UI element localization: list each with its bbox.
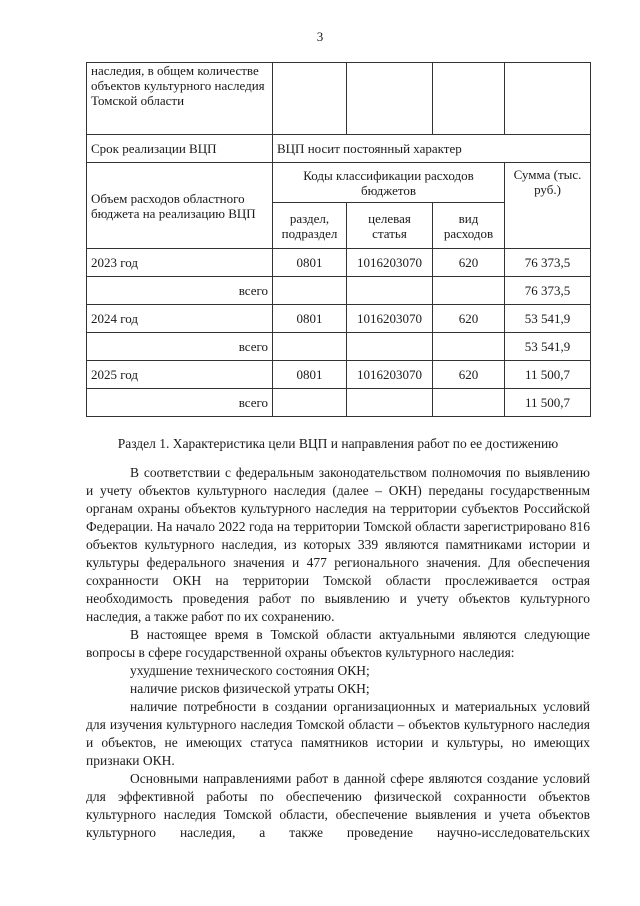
- codes-header: Коды классификации расходов бюджетов: [273, 163, 505, 203]
- list-item: наличие рисков физической утраты ОКН;: [130, 681, 370, 696]
- year-cell: 2023 год: [87, 249, 273, 277]
- col-target-header: целевая статья: [347, 203, 433, 249]
- table-row: [87, 333, 591, 361]
- section-title: Раздел 1. Характеристика цели ВЦП и направления работ по ее достижению: [117, 436, 559, 451]
- sum-cell: 11 500,7: [505, 361, 591, 389]
- sum-cell: 53 541,9: [505, 305, 591, 333]
- total-cell: 76 373,5: [505, 277, 591, 305]
- paragraph: Основными направлениями работ в данной сфере являются создание условий для эффективной работы по обеспечению физической сохранности объектов культурного наследия Томской области, обеспечение выявления и учета объектов культурного наследия, а также проведение научно-исследовательских: [86, 771, 590, 840]
- table-row: [87, 361, 591, 389]
- program-table: [86, 62, 591, 417]
- term-value: ВЦП носит постоянный характер: [273, 135, 591, 163]
- table-row: [87, 135, 591, 163]
- total-label-cell: всего: [87, 389, 273, 417]
- sum-header: Сумма (тыс. руб.): [505, 163, 591, 249]
- type-cell: 620: [433, 305, 505, 333]
- paragraph: В соответствии с федеральным законодательством полномочия по выявлению и учету объектов культурного наследия (далее – ОКН) переданы государственным органам охраны объектов культурного наследия на территории субъектов Российской Федерации. На начало 2022 года на территории Томской области зарегистрировано 816 объектов культурного наследия, из которых 339 являются памятниками истории и культуры федерального значения и 477 регионального значения. Для обеспечения сохранности ОКН на территории Томской области прослеживается острая необходимость проведения работ по выявлению и учету объектов культурного наследия, а также работ по их сохранению.: [86, 465, 590, 624]
- section-cell: 0801: [273, 361, 347, 389]
- target-cell: 1016203070: [347, 249, 433, 277]
- type-cell: 620: [433, 249, 505, 277]
- paragraph: В настоящее время в Томской области актуальными являются следующие вопросы в сфере государственной охраны объектов культурного наследия:: [86, 627, 590, 660]
- total-cell: 11 500,7: [505, 389, 591, 417]
- partial-indicator-cell: наследия, в общем количестве объектов культурного наследия Томской области: [87, 63, 273, 135]
- list-item: наличие потребности в создании организационных и материальных условий для изучения культурного наследия Томской области – объектов культурного наследия и объектов, не имеющих статуса памятников истории и культуры, но имеющих признаки ОКН.: [86, 699, 590, 768]
- year-cell: 2024 год: [87, 305, 273, 333]
- term-label: Срок реализации ВЦП: [87, 135, 273, 163]
- total-label-cell: всего: [87, 277, 273, 305]
- list-item: ухудшение технического состояния ОКН;: [130, 663, 370, 678]
- sum-cell: 76 373,5: [505, 249, 591, 277]
- total-cell: 53 541,9: [505, 333, 591, 361]
- target-cell: 1016203070: [347, 305, 433, 333]
- body-text: [86, 464, 590, 842]
- col-type-header: вид расходов: [433, 203, 505, 249]
- budget-label: Объем расходов областного бюджета на реализацию ВЦП: [87, 163, 273, 249]
- total-label-cell: всего: [87, 333, 273, 361]
- table-row: [87, 305, 591, 333]
- section-cell: 0801: [273, 305, 347, 333]
- section-cell: 0801: [273, 249, 347, 277]
- table-row: [87, 63, 591, 135]
- table-row: [87, 163, 591, 203]
- table-row: [87, 277, 591, 305]
- table-row: [87, 249, 591, 277]
- type-cell: 620: [433, 361, 505, 389]
- year-cell: 2025 год: [87, 361, 273, 389]
- table-row: [87, 389, 591, 417]
- target-cell: 1016203070: [347, 361, 433, 389]
- page-number: 3: [316, 29, 324, 44]
- col-section-header: раздел, подраздел: [273, 203, 347, 249]
